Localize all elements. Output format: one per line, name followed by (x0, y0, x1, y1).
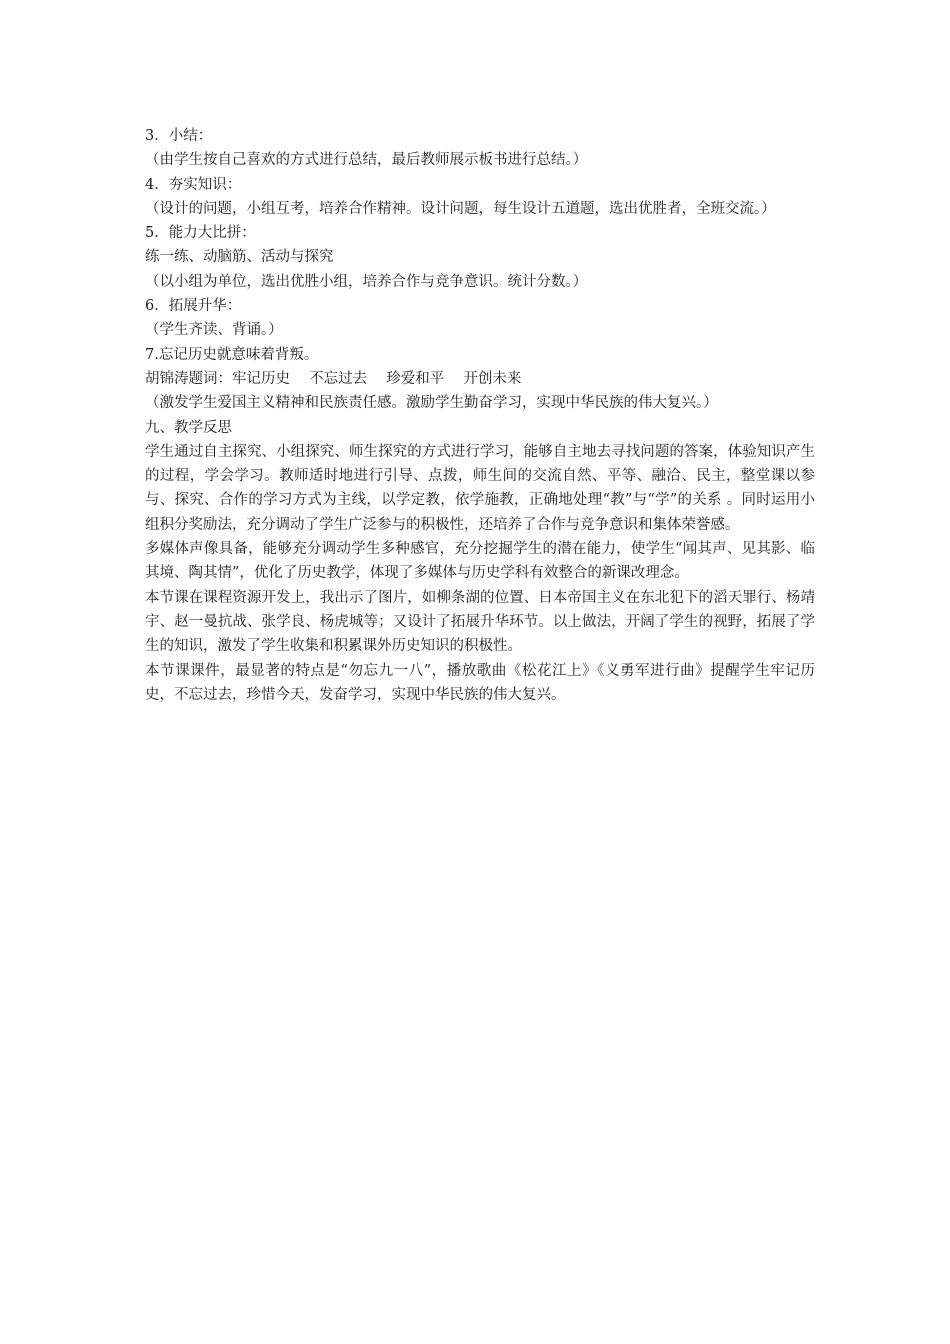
paragraph-reflection-2: 多媒体声像具备，能够充分调动学生多种感官，充分挖掘学生的潜在能力，使学生“闻其声、见其影、临其境、陶其情”，优化了历史教学，体现了多媒体与历史学科有效整合的新课改理念。 (145, 541, 815, 582)
text-inscription: 胡锦涛题词：牢记历史 不忘过去 珍爱和平 开创未来 (145, 370, 522, 387)
heading-summary: 3．小结： (145, 128, 213, 144)
text-practice-activities: 练一练、动脑筋、活动与探究 (145, 249, 334, 266)
paragraph-contest-note: （以小组为单位，选出优胜小组，培养合作与竞争意识。统计分数。） (145, 273, 588, 290)
paragraph-summary-note: （由学生按自己喜欢的方式进行总结，最后教师展示板书进行总结。） (145, 152, 588, 169)
heading-ability-contest: 5．能力大比拼： (145, 225, 256, 242)
heading-teaching-reflection: 九、教学反思 (145, 419, 232, 436)
document-body (145, 124, 815, 707)
paragraph-reflection-3: 本节课在课程资源开发上，我出示了图片，如柳条湖的位置、日本帝国主义在东北犯下的滔天罪行、杨靖宇、赵一曼抗战、张学良、杨虎城等；又设计了拓展升华环节。以上做法，开阔了学生的视野，拓展了学生的知识，激发了学生收集和积累课外历史知识的积极性。 (145, 589, 815, 655)
heading-consolidate-knowledge: 4．夯实知识： (145, 176, 242, 193)
paragraph-inscription-note: （激发学生爱国主义精神和民族责任感。激励学生勤奋学习，实现中华民族的伟大复兴。） (145, 395, 718, 412)
paragraph-extension-note: （学生齐读、背诵。） (145, 322, 283, 339)
heading-extension: 6．拓展升华： (145, 298, 242, 315)
paragraph-consolidate-note: （设计的问题，小组互考，培养合作精神。设计问题，每生设计五道题，选出优胜者，全班交流。） (145, 200, 776, 217)
heading-forget-history: 7.忘记历史就意味着背叛。 (145, 346, 319, 363)
paragraph-reflection-4: 本节课课件，最显著的特点是“勿忘九一八”，播放歌曲《松花江上》《义勇军进行曲》提醒学生牢记历史，不忘过去，珍惜今天，发奋学习，实现中华民族的伟大复兴。 (145, 662, 815, 703)
paragraph-reflection-1: 学生通过自主探究、小组探究、师生探究的方式进行学习，能够自主地去寻找问题的答案，体验知识产生的过程，学会学习。教师适时地进行引导、点拨，师生间的交流自然、平等、融洽、民主，整堂课以参与、探究、合作的学习方式为主线，以学定教，依学施教，正确地处理“教”与“学”的关系 。同时运用小组积分奖励法，充分调动了学生广泛参与的积极性，还培养了合作与竞争意识和集体荣誉感。 (145, 443, 815, 533)
